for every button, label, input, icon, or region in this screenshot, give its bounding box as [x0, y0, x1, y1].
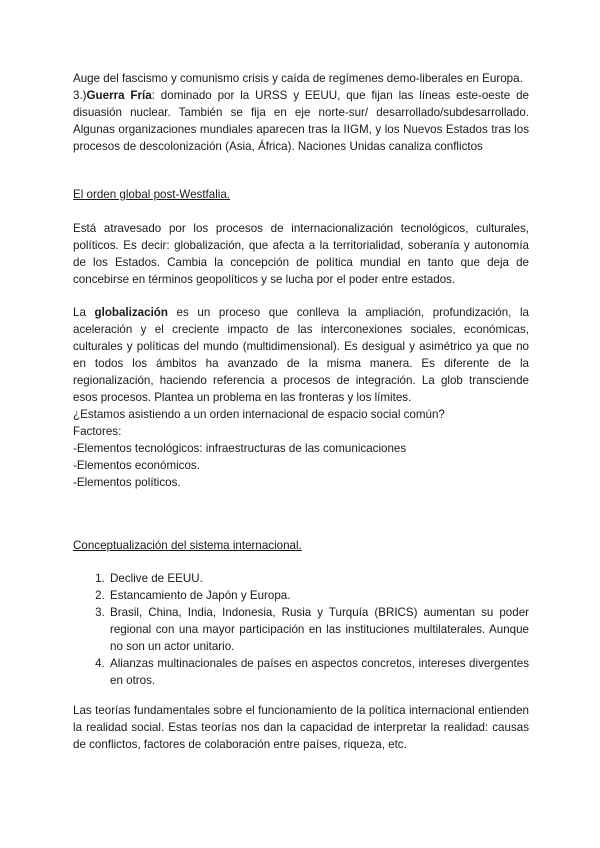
list-item: 4. Alianzas multinacionales de países en aspectos concretos, intereses divergentes en otros. — [108, 655, 529, 689]
section-heading-post-westfalia: El orden global post-Westfalia. — [73, 188, 231, 201]
item-number: 3.) — [73, 89, 87, 102]
list-item: 2. Estancamiento de Japón y Europa. — [108, 587, 529, 604]
factor-item: -Elementos económicos. — [73, 459, 200, 472]
factor-item: -Elementos políticos. — [73, 476, 181, 489]
list-item: 1. Declive de EEUU. — [108, 570, 529, 587]
section-heading-sistema-internacional: Conceptualización del sistema internacional. — [73, 539, 302, 552]
paragraph-text: Las teorías fundamentales sobre el funcionamiento de la política internacional entienden la realidad social. Estas teorías nos dan la capacidad de interpretar la realidad: causas de conflictos, factores de colaboración entre países, riqueza, etc. — [73, 704, 529, 751]
guerra-fria-paragraph — [73, 87, 529, 155]
numbered-list-block — [73, 570, 529, 689]
paragraph-text: Está atravesado por los procesos de internacionalización tecnológicos, culturales, políticos. Es decir: globalización, que afecta a la territorialidad, soberanía y autonomía de los Estados. Cambia la concepción de política mundial en tanto que deja de concebirse en términos geopolíticos y se lucha por el poder entre estados. — [73, 222, 529, 286]
section-heading-block — [73, 186, 529, 203]
globalizacion-paragraph: La globalización es un proceso que conlleva la ampliación, profundización, la aceleración y el creciente impacto de las interconexiones sociales, económicas, culturales y políticas del mundo (multidimensional). Es desigual y asimétrico ya que no en todos los ámbitos ha avanzado de la misma manera. Es diferente de la regionalización, haciendo referencia a procesos de integración. La glob transciende esos procesos. Plantea un problema en las fronteras y los límites. — [73, 306, 529, 404]
question-line: ¿Estamos asistiendo a un orden internacional de espacio social común? — [73, 408, 445, 421]
numbered-list — [73, 570, 529, 689]
guerra-fria-text: : dominado por la URSS y EEUU, que fijan las líneas este-oeste de disuasión nuclear. También se fija en eje norte-sur/ desarrollado/subdesarrollado. Algunas organizaciones mundiales aparecen tras la IIGM, y los Nuevos Estados tras los procesos de descolonización (Asia, África). Naciones Unidas canaliza conflictos — [73, 89, 529, 153]
factors-label: Factores: — [73, 425, 122, 438]
guerra-fria-term: Guerra Fría — [86, 89, 152, 102]
intro-block — [73, 70, 529, 155]
closing-paragraph — [73, 702, 529, 753]
westfalia-paragraph — [73, 220, 529, 288]
globalizacion-block — [73, 304, 529, 491]
factor-item: -Elementos tecnológicos: infraestructuras de las comunicaciones — [73, 442, 407, 455]
list-item: 3. Brasil, China, India, Indonesia, Rusia y Turquía (BRICS) aumentan su poder regional con una mayor participación en las instituciones multilaterales. Aunque no son un actor unitario. — [108, 604, 529, 655]
intro-line: Auge del fascismo y comunismo crisis y caída de regímenes demo-liberales en Europa. — [73, 72, 523, 85]
section-heading-block — [73, 537, 529, 554]
globalizacion-term: globalización — [94, 306, 168, 319]
